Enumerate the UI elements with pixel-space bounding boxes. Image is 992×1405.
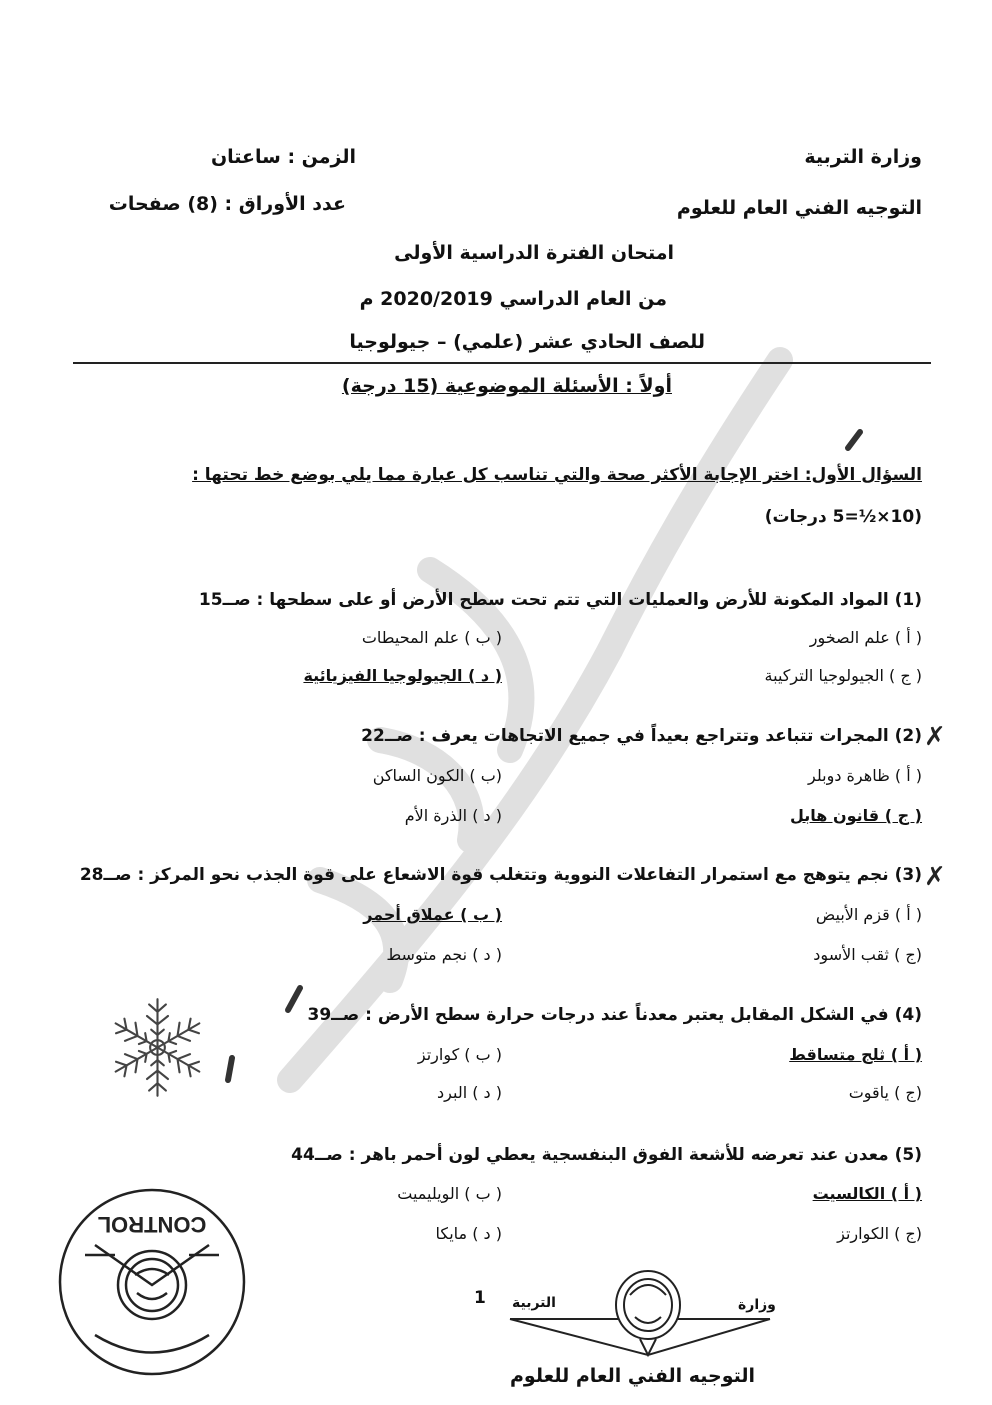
question-5-option-c[interactable]: (ج ) الكوارتز — [837, 1224, 922, 1243]
question-2-option-c[interactable]: ( ج ) قانون هابل — [789, 806, 922, 825]
question-4-option-d[interactable]: ( د ) البرد — [437, 1083, 502, 1102]
exam-time: الزمن : ساعتان — [210, 146, 356, 168]
question-1-option-d[interactable]: ( د ) الجيولوجيا الفيزيائية — [303, 666, 502, 685]
question-5-option-a[interactable]: ( أ ) الكالسيت — [812, 1184, 922, 1203]
section-title: أولاً : الأسئلة الموضوعية (15 درجة) — [341, 375, 672, 397]
control-seal-icon — [55, 1185, 250, 1380]
page-number: 1 — [474, 1288, 486, 1308]
question-4-option-b[interactable]: ( ب ) كوارتز — [417, 1045, 502, 1064]
question-4-option-c[interactable]: (ج ) ياقوت — [848, 1083, 922, 1102]
question-1-option-b[interactable]: ( ب ) علم المحيطات — [361, 628, 502, 647]
question-5-option-b[interactable]: ( ب ) الويليميت — [397, 1184, 502, 1203]
question-2-option-b[interactable]: (ب ) الكون الساكن — [372, 766, 502, 785]
question-3-option-d[interactable]: ( د ) نجم متوسط — [386, 945, 502, 964]
question-5-option-d[interactable]: ( د ) مايكا — [435, 1224, 502, 1243]
grade-subject: للصف الحادي عشر (علمي) – جيولوجيا — [349, 331, 705, 353]
ministry-name: وزارة التربية — [804, 146, 922, 168]
svg-text:CONTROL: CONTROL — [97, 1212, 207, 1237]
exam-title: امتحان الفترة الدراسية الأولى — [394, 242, 674, 264]
question-3-option-a[interactable]: ( أ ) قزم الأبيض — [815, 905, 922, 924]
ministry-stamp — [470, 1255, 790, 1405]
header-divider — [73, 362, 931, 364]
department-name: التوجيه الفني العام للعلوم — [676, 197, 922, 219]
question-3-option-c[interactable]: (ج ) ثقب الأسود — [813, 945, 922, 964]
question-3-option-b[interactable]: ( ب ) عملاق أحمر — [363, 905, 502, 924]
question-5-text: (5) معدن عند تعرضه للأشعة الفوق البنفسجية يعطي لون أحمر باهر : صــ44 — [291, 1145, 922, 1165]
stamp-department: التوجيه الفني العام للعلوم — [510, 1365, 756, 1387]
question-instruction: السؤال الأول: اختر الإجابة الأكثر صحة والتي تناسب كل عبارة مما يلي بوضع خط تحتها : — [192, 465, 922, 485]
question-2-text: (2) المجرات تتباعد وتتراجع بعيداً في جميع الاتجاهات يعرف : صــ22 — [361, 726, 922, 746]
cross-mark-icon: ✗ — [924, 862, 946, 892]
question-4-option-a[interactable]: ( أ ) ثلج متساقط — [789, 1045, 922, 1064]
question-marks: (10×½=5 درجات) — [764, 507, 922, 527]
control-stamp — [55, 1185, 250, 1380]
question-1-option-c[interactable]: ( ج ) الجيولوجيا التركيبة — [764, 666, 922, 685]
stamp-education-word: التربية — [512, 1295, 556, 1311]
question-3-text: (3) نجم يتوهج مع استمرار التفاعلات النووية وتتغلب قوة الاشعاع على قوة الجذب نحو المركز : صــ28 — [79, 865, 922, 885]
page-count: عدد الأوراق : (8) صفحات — [108, 193, 346, 215]
snowflake-icon — [105, 995, 210, 1100]
academic-year: من العام الدراسي 2020/2019 م — [359, 288, 667, 310]
question-4-text: (4) في الشكل المقابل يعتبر معدناً عند درجات حرارة سطح الأرض : صــ39 — [307, 1005, 922, 1025]
question-1-option-a[interactable]: ( أ ) علم الصخور — [809, 628, 922, 647]
stamp-ministry-word: وزارة — [738, 1297, 776, 1313]
question-2-option-d[interactable]: ( د ) الذرة الأم — [404, 806, 502, 825]
cross-mark-icon: ✗ — [924, 722, 946, 752]
question-1-text: (1) المواد المكونة للأرض والعمليات التي تتم تحت سطح الأرض أو على سطحها : صــ15 — [198, 590, 922, 610]
question-2-option-a[interactable]: ( أ ) ظاهرة دوبلر — [808, 766, 922, 785]
